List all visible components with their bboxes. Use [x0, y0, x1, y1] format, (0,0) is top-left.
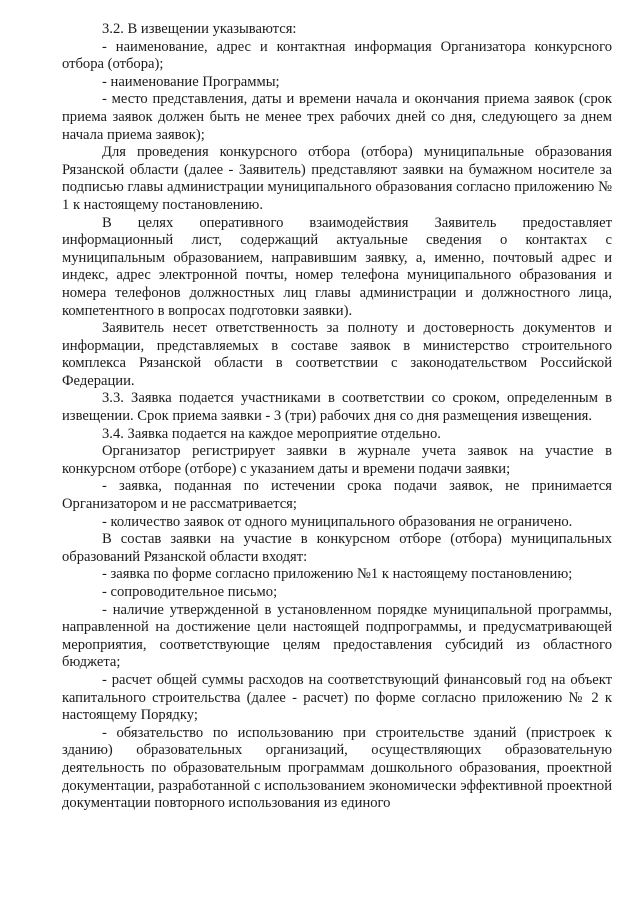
paragraph-3-2-heading: 3.2. В извещении указываются:: [102, 21, 297, 37]
paragraph-application-contents: В состав заявки на участие в конкурсном отборе (отбора) муниципальных образований Рязанской области входят:: [62, 531, 612, 565]
paragraph-registration: Организатор регистрирует заявки в журнале учета заявок на участие в конкурсном отборе (отборе) с указанием даты и времени подачи заявки;: [62, 443, 612, 477]
paragraph-municipal-program: - наличие утвержденной в установленном порядке муниципальной программы, направленной на достижение цели настоящей подпрограммы, и предусматривающей мероприятия, соответствующие целям предоставления субсидий из областного бюджета;: [62, 601, 612, 671]
paragraph-info-sheet: В целях оперативного взаимодействия Заявитель предоставляет информационный лист, содержащий актуальные сведения о контактах с муниципальным образованием, направившим заявку, а, именно, почтовый адрес и индекс, адрес электронной почты, номер телефона муниципального образования и номера телефонов должностных лиц главы администрации и должностного лица, компетентного в вопросах подготовки заявки).: [62, 214, 612, 319]
paragraph-applicants: Для проведения конкурсного отбора (отбора) муниципальные образования Рязанской области (далее - Заявитель) представляют заявки на бумажном носителе за подписью главы администрации муниципального образования согласно приложению № 1 к настоящему постановлению.: [62, 144, 612, 213]
paragraph-program-name: - наименование Программы;: [102, 73, 280, 90]
paragraph-form-appendix-1: - заявка по форме согласно приложению №1 к настоящему постановлению;: [102, 566, 573, 583]
paragraph-late-application: - заявка, поданная по истечении срока подачи заявок, не принимается Организатором и не рассматривается;: [62, 478, 612, 513]
paragraph-cover-letter: - сопроводительное письмо;: [102, 584, 278, 600]
paragraph-obligation: - обязательство по использованию при строительстве зданий (пристроек к зданию) образовательных организаций, осуществляющих образовательную деятельность по образовательным программам дошкольного образования, проектной документации, разработанной с использованием экономически эффективной проектной документации повторного использования из единого: [62, 724, 612, 812]
paragraph-3-3: 3.3. Заявка подается участниками в соответствии со сроком, определенным в извещении. Срок приема заявки - 3 (три) рабочих дня со дня размещения извещения.: [62, 390, 612, 425]
paragraph-unlimited-applications: - количество заявок от одного муниципального образования не ограничено.: [102, 513, 573, 530]
paragraph-organizer-info: - наименование, адрес и контактная информация Организатора конкурсного отбора (отбора);: [62, 38, 612, 73]
paragraph-submission-place: - место представления, даты и времени начала и окончания приема заявок (срок приема заявок должен быть не менее трех рабочих дней со дня, следующего за днем начала приема заявок);: [62, 91, 612, 143]
paragraph-expense-calculation: - расчет общей суммы расходов на соответствующий финансовый год на объект капитального строительства (далее - расчет) по форме согласно приложению № 2 к настоящему Порядку;: [62, 671, 612, 724]
paragraph-responsibility: Заявитель несет ответственность за полноту и достоверность документов и информации, представляемых в составе заявок в министерство строительного комплекса Рязанской области в соответствии с законодательством Российской Федерации.: [62, 320, 612, 389]
paragraph-3-4: 3.4. Заявка подается на каждое мероприятие отдельно.: [102, 425, 441, 442]
